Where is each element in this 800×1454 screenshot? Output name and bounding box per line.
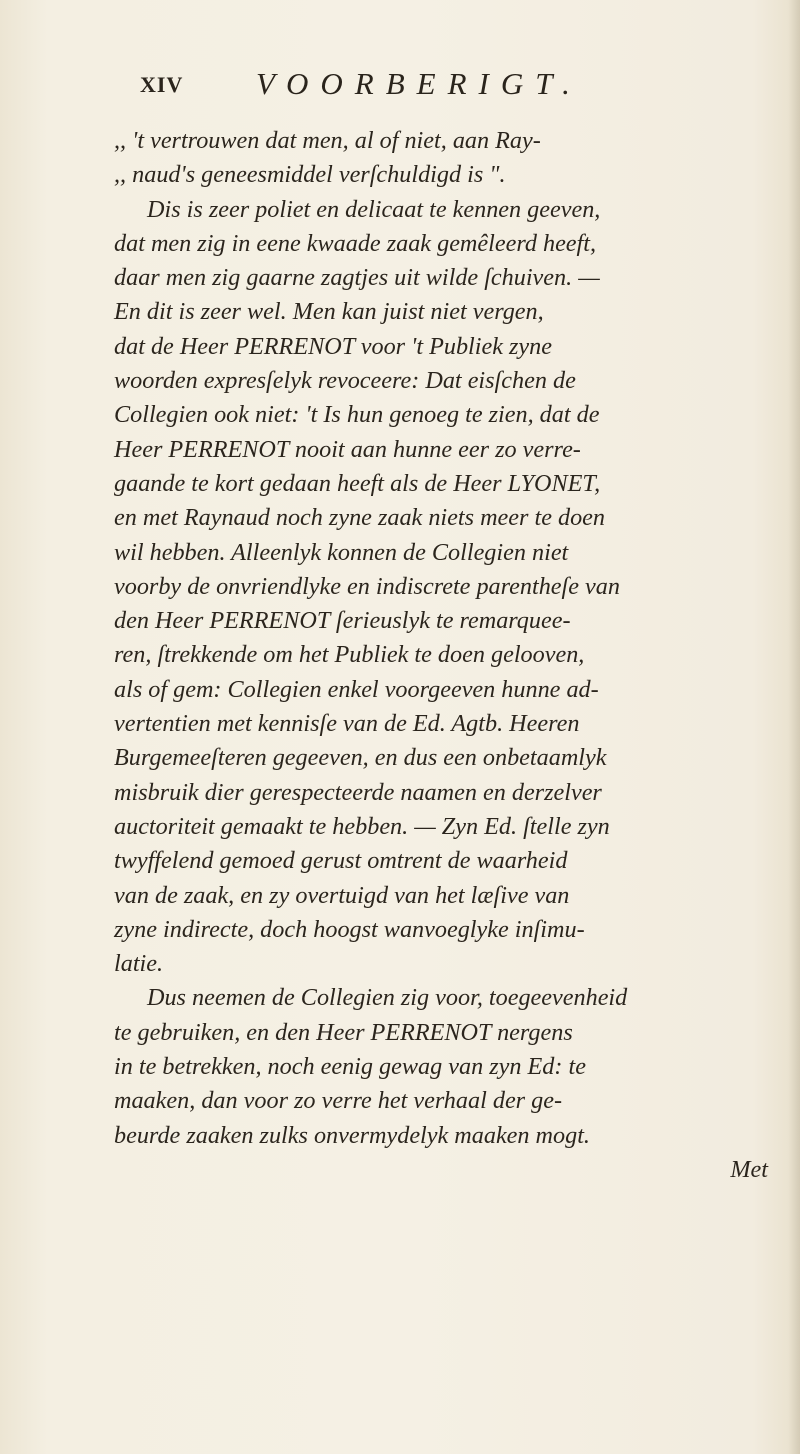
text-line: auctoriteit gemaakt te hebben. — Zyn Ed. ſtelle zyn [114,812,610,840]
text-line: als of gem: Collegien enkel voorgeeven hunne ad- [114,675,599,703]
text-line: maaken, dan voor zo verre het verhaal der ge- [114,1087,563,1115]
text-line: vertentien met kennisſe van de Ed. Agtb. Heeren [114,710,580,738]
text-line: Dis is zeer poliet en delicaat te kennen geeven, [147,195,601,223]
page-edge-shadow [788,0,800,1454]
text-line: twyffelend gemoed gerust omtrent de waarheid [114,847,568,875]
text-line: En dit is zeer wel. Men kan juist niet vergen, [114,298,544,326]
text-line: van de zaak, en zy overtuigd van het læſive van [114,881,570,909]
text-line: zyne indirecte, doch hoogst wanvoeglyke inſimu- [114,915,585,943]
text-line: beurde zaaken zulks onvermydelyk maaken mogt. [114,1121,590,1149]
text-line: en met Raynaud noch zyne zaak niets meer te doen [114,504,605,532]
text-line: Collegien ook niet: 't Is hun genoeg te zien, dat de [114,401,600,429]
text-line: misbruik dier gerespecteerde naamen en derzelver [114,778,602,806]
page-number: XIV [140,72,184,97]
catchword: Met [730,1155,768,1183]
text-line: gaande te kort gedaan heeft als de Heer LYONET, [114,469,601,497]
text-line: Dus neemen de Collegien zig voor, toegeevenheid [147,984,628,1012]
text-line: voorby de onvriendlyke en indiscrete parentheſe van [114,572,620,600]
text-line: ,, naud's geneesmiddel verſchuldigd is ". [114,161,506,189]
text-line: den Heer PERRENOT ſerieuslyk te remarquee- [114,607,571,635]
text-line: Heer PERRENOT nooit aan hunne eer zo verre- [114,435,581,463]
text-line: ,, 't vertrouwen dat men, al of niet, aan Ray- [114,127,541,154]
page-header [0,66,800,106]
text-line: wil hebben. Alleenlyk konnen de Collegien niet [114,538,569,566]
text-line: te gebruiken, en den Heer PERRENOT nergens [114,1018,573,1046]
text-line: in te betrekken, noch eenig gewag van zyn Ed: te [114,1053,586,1081]
running-title: VOORBERIGT. [256,66,582,101]
body-text [114,124,774,1187]
text-line: dat de Heer PERRENOT voor 't Publiek zyne [114,332,552,360]
text-line: ren, ſtrekkende om het Publiek te doen gelooven, [114,641,585,669]
text-line: latie. [114,950,164,978]
text-line: Burgemeeſteren gegeeven, en dus een onbetaamlyk [114,744,607,772]
text-line: daar men zig gaarne zagtjes uit wilde ſchuiven. — [114,264,600,292]
text-line: woorden expresſelyk revoceere: Dat eisſchen de [114,367,576,395]
text-line: dat men zig in eene kwaade zaak gemêleerd heeft, [114,229,597,257]
